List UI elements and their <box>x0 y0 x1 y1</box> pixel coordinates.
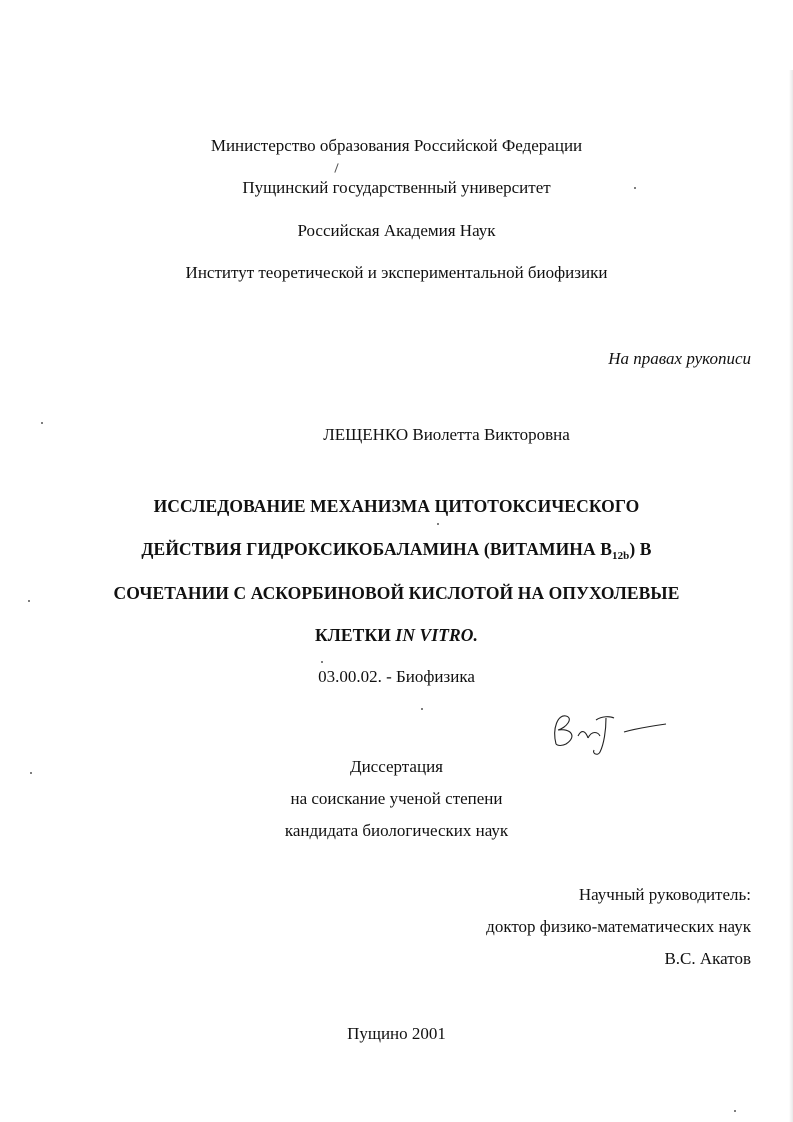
manuscript-note: На правах рукописи <box>608 349 751 368</box>
title-line-4-main: КЛЕТКИ <box>314 625 396 645</box>
vitamin-subscript: 12b <box>611 550 630 562</box>
place-and-year: Пущино 2001 <box>347 1024 446 1043</box>
handwritten-signature <box>548 706 673 764</box>
scan-speck <box>634 187 636 189</box>
title-line-2-end: ) В <box>629 539 652 559</box>
degree-purpose: на соискание ученой степени <box>290 789 503 808</box>
scan-speck <box>734 1110 736 1112</box>
scan-speck <box>41 422 43 424</box>
title-line-2-main: ДЕЙСТВИЯ ГИДРОКСИКОБАЛАМИНА (ВИТАМИНА B <box>141 539 612 559</box>
specialty-code: 03.00.02. - Биофизика <box>318 667 475 686</box>
scan-speck <box>421 708 423 710</box>
title-line-1: ИССЛЕДОВАНИЕ МЕХАНИЗМА ЦИТОТОКСИЧЕСКОГО <box>153 496 640 516</box>
scan-speck <box>334 163 338 173</box>
ministry-line: Министерство образования Российской Федерации <box>210 136 583 155</box>
supervisor-name: В.С. Акатов <box>664 949 751 968</box>
supervisor-degree: доктор физико-математических наук <box>486 917 751 936</box>
scan-speck <box>30 772 32 774</box>
title-line-4 <box>0 625 793 645</box>
supervisor-label: Научный руководитель: <box>578 885 751 904</box>
university-line: Пущинский государственный университет <box>242 178 551 197</box>
academy-line: Российская Академия Наук <box>297 221 496 240</box>
scan-speck <box>321 661 323 663</box>
title-line-3: СОЧЕТАНИИ С АСКОРБИНОВОЙ КИСЛОТОЙ НА ОПУХОЛЕВЫЕ <box>113 583 680 603</box>
title-line-2 <box>0 539 793 562</box>
author-name: ЛЕЩЕНКО Виолетта Викторовна <box>323 425 570 444</box>
institute-line: Институт теоретической и экспериментальной биофизики <box>185 263 608 282</box>
degree-name: кандидата биологических наук <box>284 821 509 840</box>
scan-speck <box>437 523 439 525</box>
title-line-4-italic: IN VITRO. <box>395 625 479 645</box>
document-type: Диссертация <box>349 757 443 776</box>
scan-speck <box>28 600 30 602</box>
